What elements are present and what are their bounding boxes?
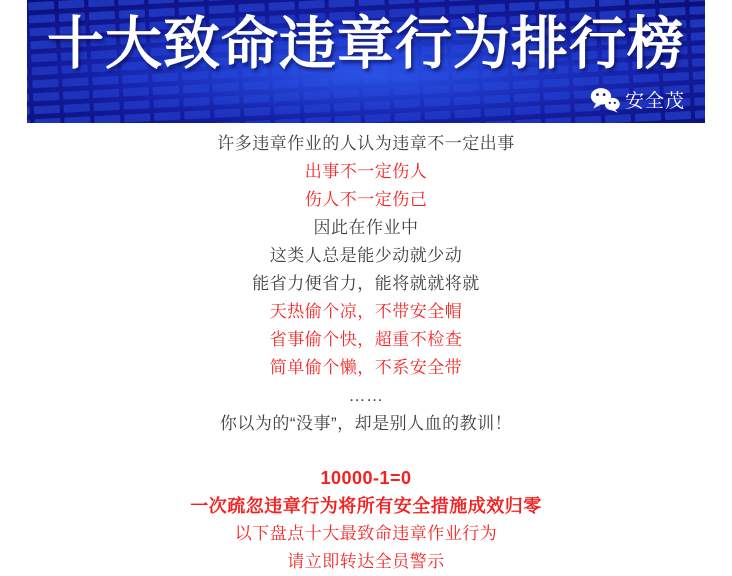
page-title: 十大致命违章行为排行榜 xyxy=(47,13,685,76)
emphasis-line: 10000-1=0 xyxy=(320,468,412,488)
text-line: 天热偷个凉，不带安全帽 xyxy=(269,302,463,321)
text-line: 这类人总是能少动就少动 xyxy=(269,246,463,265)
text-line: 省事偷个快，超重不检查 xyxy=(269,330,463,349)
text-line: 因此在作业中 xyxy=(313,218,419,237)
header-banner xyxy=(27,0,705,123)
text-line: 伤人不一定伤己 xyxy=(304,190,428,209)
text-line: 能省力便省力，能将就就将就 xyxy=(252,274,480,293)
text-line: 以下盘点十大最致命违章作业行为 xyxy=(234,524,498,543)
emphasis-line: 一次疏忽违章行为将所有安全措施成效归零 xyxy=(190,496,542,516)
text-line: 许多违章作业的人认为违章不一定出事 xyxy=(217,134,515,153)
wechat-icon xyxy=(590,87,620,113)
ellipsis-line: …… xyxy=(348,386,384,405)
text-line: 出事不一定伤人 xyxy=(304,162,428,181)
text-line: 你以为的“没事”，却是别人血的教训！ xyxy=(219,414,513,433)
text-line: 简单偷个懒，不系安全带 xyxy=(269,358,463,377)
text-line: 请立即转达全员警示 xyxy=(287,552,445,571)
article-body xyxy=(0,123,732,576)
brand-name: 安全茂 xyxy=(624,91,685,112)
brand-badge xyxy=(590,86,685,113)
